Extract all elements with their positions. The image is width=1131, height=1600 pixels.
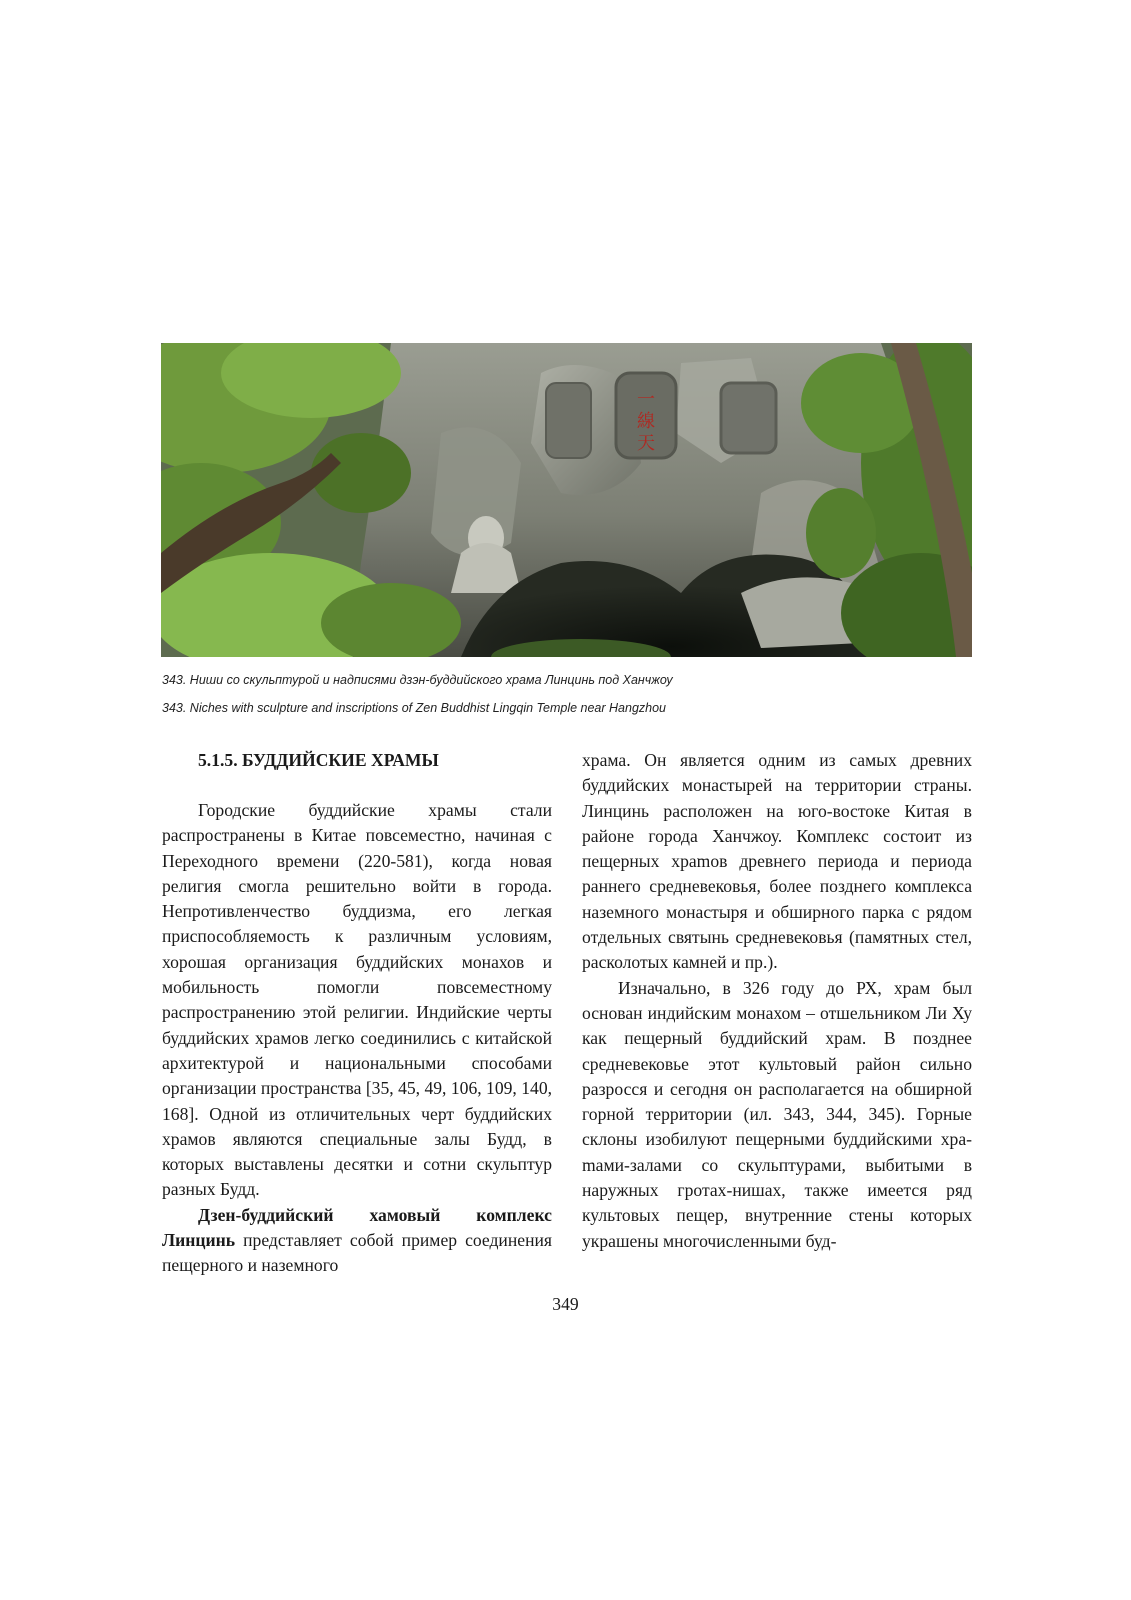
body-paragraph: храма. Он является одним из самых древних буддийских монастырей на территории страны. Линцинь расположен на юго-востоке Китая в районе города Ханчжоу. Комплекс состоит из пещерных храmов древнего периода и периода раннего средневековья, более позднего комплекса наземного монастыря и обширного парка с рядом отдельных святынь средневековья (памятных стел, расколотых камней и пр.). <box>582 750 972 973</box>
bold-term: Дзен-буддийский хамовый комплекс Линцинь <box>162 1204 552 1251</box>
paragraph-text: представляет собой пример соединения пещерного и наземного <box>162 1230 552 1276</box>
inscription-char: 線 <box>637 411 655 432</box>
section-heading: 5.1.5. БУДДИЙСКИЕ ХРАМЫ <box>198 750 439 770</box>
inscription-char: 天 <box>637 433 655 454</box>
body-paragraph: Изначально, в 326 году до РХ, храм был основан индийским монахом – отшельником Ли Ху как пещерный буддийский храм. В позднее средневековье этот культовый район сильно разросся и сегодня он располагается на обширной горной территории (ил. 343, 344, 345). Горные склоны изобилуют пещерными буддийскими храmами-залами со скульптурами, выбитыми в наружных гротах-нишах, также имеется ряд культовых пещер, внутренние стены которых украшены многочисленными буд- <box>582 977 972 1251</box>
temple-photo <box>161 343 972 657</box>
figure-caption-en: 343. Niches with sculpture and inscriptions of Zen Buddhist Lingqin Temple near Hangzhou <box>162 701 667 715</box>
page-number: 349 <box>552 1294 579 1314</box>
figure-caption-ru: 343. Ниши со скульптурой и надписями дзэн-буддийского храма Линцинь под Ханчжоу <box>162 673 673 687</box>
left-column <box>162 748 552 1279</box>
body-paragraph <box>162 1203 552 1279</box>
temple-photo-illustration <box>161 343 972 657</box>
body-paragraph: Городские буддийские храмы стали распространены в Китае повсеместно, начиная с Переходного времени (220-581), когда новая религия смогла решительно войти в города. Непротивленчество буддизма, его легкая приспособляемость к различным условиям, хорошая организация буддийских монахов и мобильность помогли повсеместному распространению этой религии. Индийские черты буддийских храмов легко соединились с китайской архитектурой и национальными способами организации пространства [35, 45, 49, 106, 109, 140, 168]. Одной из отличительных черт буддийских храмов являются специальные залы Будд, в которых выставлены десятки и сотни скульптур разных Будд. <box>162 800 553 1200</box>
right-column <box>582 748 972 1254</box>
inscription-char: 一 <box>637 389 655 410</box>
